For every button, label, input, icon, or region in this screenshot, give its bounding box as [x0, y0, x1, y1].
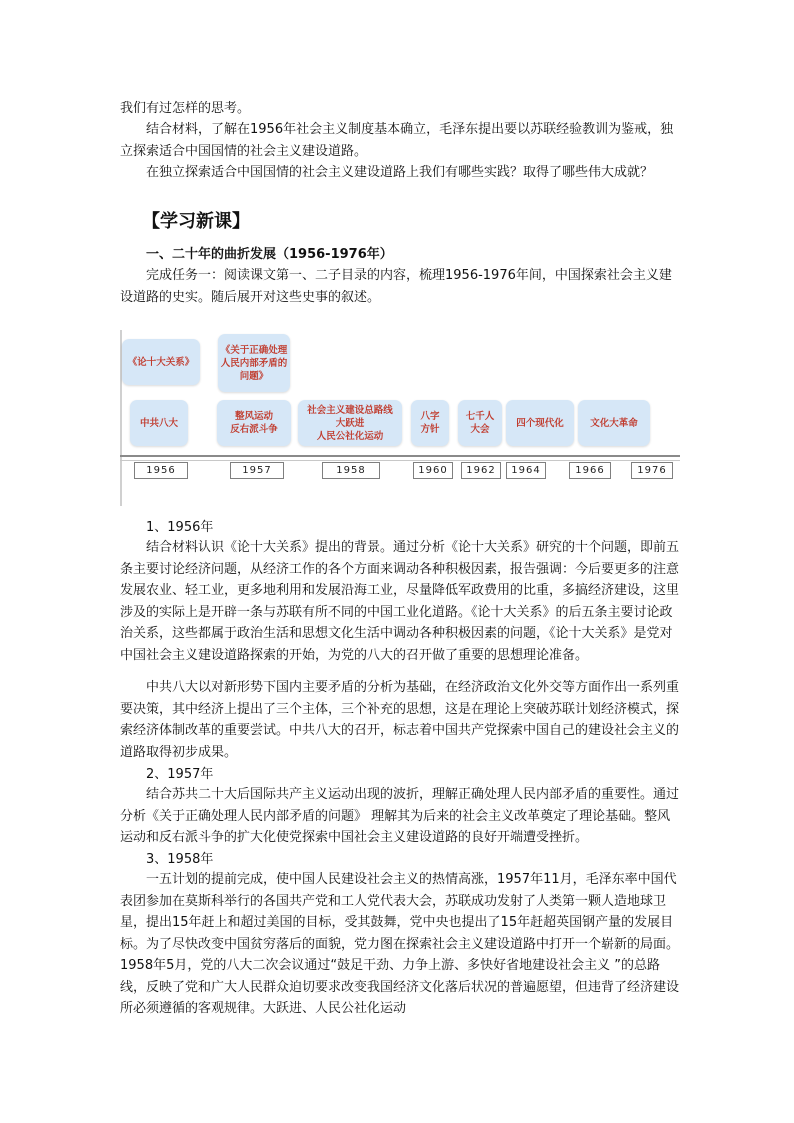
- section-title: 【学习新课】: [142, 211, 250, 232]
- subsection-title: 一、二十年的曲折发展（1956-1976年）: [146, 247, 393, 262]
- year-1958: 1958: [322, 462, 380, 479]
- item3-heading: 3、1958年: [146, 852, 214, 867]
- timeline-axis: [120, 455, 680, 457]
- event-bazi-fangzhen: 八字 方针: [411, 400, 449, 446]
- intro-paragraph-1: 结合材料，了解在1956年社会主义制度基本确立，毛泽东提出要以苏联经验教训为鉴戒，独立探索适合中国国情的社会主义建设道路。: [120, 122, 674, 159]
- item2-heading: 2、1957年: [146, 767, 214, 782]
- item1-heading: 1、1956年: [146, 520, 214, 535]
- year-1966: 1966: [569, 462, 611, 479]
- year-1962: 1962: [461, 462, 501, 479]
- event-zhengfeng-fanyou: 整风运动 反右派斗争: [217, 400, 291, 446]
- timeline-axis-shadow: [120, 460, 680, 461]
- event-zhonggong-bada: 中共八大: [130, 400, 188, 446]
- event-lun-shi-da-guanxi: 《论十大关系》: [122, 339, 200, 385]
- year-1964: 1964: [506, 462, 546, 479]
- item1-paragraph-1: 结合材料认识《论十大关系》提出的背景。通过分析《论十大关系》研究的十个问题，即前五条主要讨论经济问题，从经济工作的各个方面来调动各种积极因素，报告强调：今后要更多的注意发展农业、轻工业，更多地利用和发展沿海工业，尽量降低军政费用的比重，多搞经济建设，这里涉及的实际上是开辟一条与苏联有所不同的中国工业化道路。《论十大关系》的后五条主要讨论政治关系，这些都属于政治生活和思想文化生活中调动各种积极因素的问题，《论十大关系》是党对中国社会主义建设道路探索的开始，为党的八大的召开做了重要的思想理论准备。: [120, 540, 680, 663]
- year-1960: 1960: [413, 462, 453, 479]
- event-qiqianren-dahui: 七千人 大会: [458, 400, 502, 446]
- year-1956: 1956: [134, 462, 188, 479]
- event-renmin-neibu-maodun: 《关于正确处理人民内部矛盾的问题》: [218, 334, 290, 392]
- item2-paragraph: 结合苏共二十大后国际共产主义运动出现的波折，理解正确处理人民内部矛盾的重要性。通过分析《关于正确处理人民内部矛盾的问题》 理解其为后来的社会主义改革奠定了理论基础。整风运动和反右派斗争的扩大化使党探索中国社会主义建设道路的良好开端遭受挫折。: [120, 787, 680, 845]
- event-wenhua-dageming: 文化大革命: [578, 400, 650, 446]
- timeline-figure: [120, 330, 680, 506]
- intro-question: 在独立探索适合中国国情的社会主义建设道路上我们有哪些实践？取得了哪些伟大成就？: [146, 165, 654, 180]
- intro-line: 我们有过怎样的思考。: [120, 101, 251, 116]
- year-1957: 1957: [230, 462, 284, 479]
- event-zongluxian-dayuejin: 社会主义建设总路线 大跃进 人民公社化运动: [298, 400, 402, 446]
- year-1976: 1976: [631, 462, 673, 479]
- item3-paragraph: 一五计划的提前完成，使中国人民建设社会主义的热情高涨，1957年11月，毛泽东率中国代表团参加在莫斯科举行的各国共产党和工人党代表大会，苏联成功发射了人类第一颗人造地球卫星，提出15年赶上和超过美国的目标，受其鼓舞，党中央也提出了15年赶超英国钢产量的发展目标。为了尽快改变中国贫穷落后的面貌，党力图在探索社会主义建设道路中打开一个崭新的局面。1958年5月，党的八大二次会议通过“鼓足干劲、力争上游、多快好省地建设社会主义 ”的总路线，反映了党和广大人民群众迫切要求改变我国经济文化落后状况的普遍愿望，但违背了经济建设所必须遵循的客观规律。大跃进、人民公社化运动: [120, 872, 680, 1016]
- event-sige-xiandaihua: 四个现代化: [506, 400, 574, 446]
- item1-paragraph-2: 中共八大以对新形势下国内主要矛盾的分析为基础，在经济政治文化外交等方面作出一系列重要决策，其中经济上提出了三个主体，三个补充的思想，这是在理论上突破苏联计划经济模式，探索经济体制改革的重要尝试。中共八大的召开，标志着中国共产党探索中国自己的建设社会主义的道路取得初步成果。: [120, 680, 680, 760]
- task-paragraph: 完成任务一：阅读课文第一、二子目录的内容，梳理1956-1976年间，中国探索社会主义建设道路的史实。随后展开对这些史事的叙述。: [120, 268, 672, 305]
